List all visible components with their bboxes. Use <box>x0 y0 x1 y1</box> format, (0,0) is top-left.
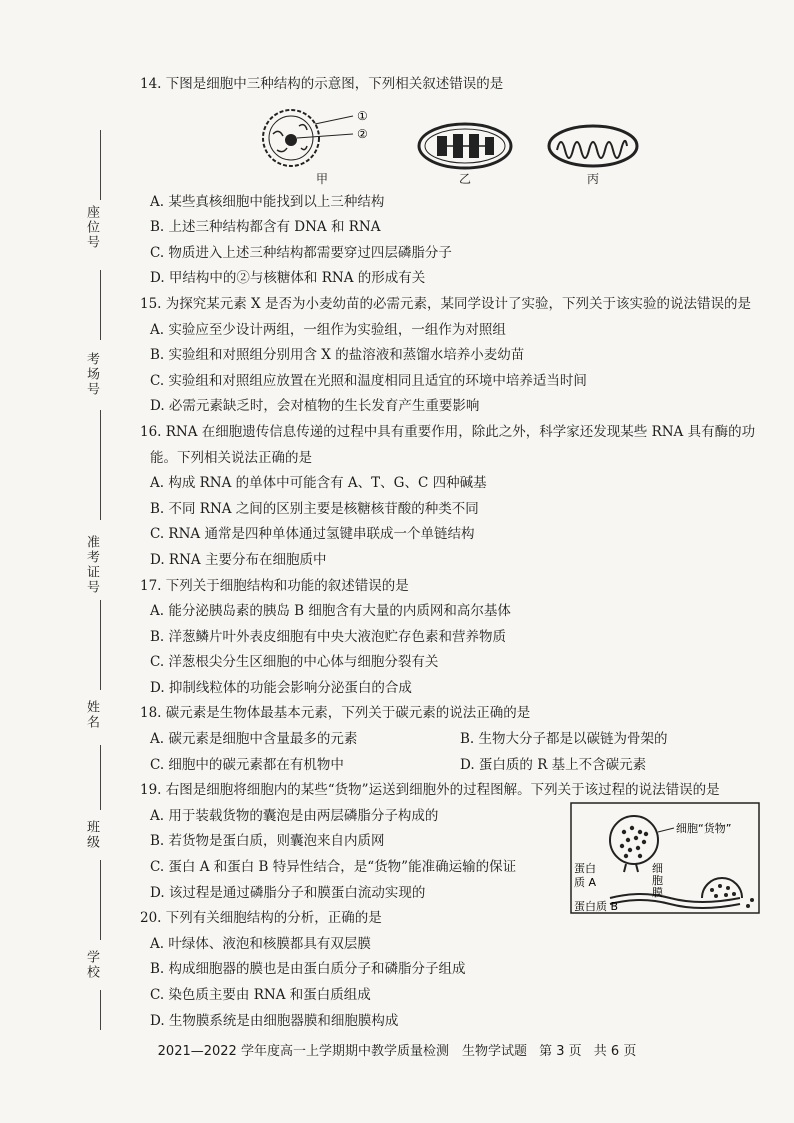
option-a: A. 叶绿体、液泡和核膜都具有双层膜 <box>150 935 371 952</box>
option-a: A. 能分泌胰岛素的胰岛 B 细胞含有大量的内质网和高尔基体 <box>150 603 511 620</box>
figure-jia <box>257 104 387 186</box>
seat-number-label: 座位号 <box>84 205 99 250</box>
name-label: 姓名 <box>84 700 99 730</box>
option-d: D. 蛋白质的 R 基上不含碳元素 <box>460 756 647 773</box>
chloroplast-diagram <box>415 120 515 172</box>
binding-line <box>100 860 101 940</box>
question-15 <box>140 292 760 420</box>
question-stem: 17. 下列关于细胞结构和功能的叙述错误的是 <box>140 577 409 594</box>
option-c: C. 染色质主要由 RNA 和蛋白质组成 <box>150 987 371 1003</box>
figure-yi <box>415 120 515 186</box>
question-stem: 19. 右图是细胞将细胞内的某些“货物”运送到细胞外的过程图解。下列关于该过程的说法错误的是 <box>140 782 720 799</box>
membrane-label-3: 膜 <box>652 886 663 900</box>
options-row <box>140 753 760 779</box>
exam-room-label: 考场号 <box>84 352 99 397</box>
exam-title: 2021—2022 学年度高一上学期期中教学质量检测 生物学试题 <box>157 1044 527 1059</box>
option-b: B. 若货物是蛋白质，则囊泡来自内质网 <box>150 833 385 850</box>
protein-a-label-2: 质 A <box>574 876 597 890</box>
option-d: D. 抑制线粒体的功能会影响分泌蛋白的合成 <box>150 679 412 696</box>
question-stem: 20. 下列有关细胞结构的分析，正确的是 <box>140 910 382 927</box>
cargo-label: 细胞“货物” <box>676 822 732 836</box>
option-b: B. 实验组和对照组分别用含 X 的盐溶液和蒸馏水培养小麦幼苗 <box>150 347 525 364</box>
option-d: D. 生物膜系统是由细胞器膜和细胞膜构成 <box>150 1012 399 1029</box>
binding-line <box>100 990 101 1030</box>
question-18 <box>140 701 760 778</box>
question-14 <box>140 72 760 292</box>
option-b: B. 生物大分子都是以碳链为骨架的 <box>460 731 668 748</box>
question-17 <box>140 574 760 702</box>
option-b: B. 洋葱鳞片叶外表皮细胞有中央大液泡贮存色素和营养物质 <box>150 628 507 645</box>
page-total: 共 6 页 <box>593 1044 637 1059</box>
binding-line <box>100 410 101 520</box>
mitochondrion-diagram <box>543 120 643 172</box>
class-label: 班级 <box>84 820 99 850</box>
cell-structures-figure <box>140 100 760 186</box>
option-b: B. 构成细胞器的膜也是由蛋白质分子和磷脂分子组成 <box>150 961 466 978</box>
figure-label: 丙 <box>586 171 599 186</box>
question-16 <box>140 420 760 574</box>
nucleus-diagram <box>257 104 387 172</box>
binding-line <box>100 270 101 340</box>
question-stem: 16. RNA 在细胞遗传信息传递的过程中具有重要作用，除此之外，科学家还发现某些 RNA 具有酶的功 <box>140 423 756 440</box>
option-a: A. 用于装载货物的囊泡是由两层磷脂分子构成的 <box>150 807 439 824</box>
question-stem: 18. 碳元素是生物体最基本元素，下列关于碳元素的说法正确的是 <box>140 705 531 722</box>
options-row <box>140 727 760 753</box>
option-c: C. 蛋白 A 和蛋白 B 特异性结合，是“货物”能准确运输的保证 <box>150 859 517 876</box>
option-d: D. 必需元素缺乏时，会对植物的生长发育产生重要影响 <box>150 398 480 415</box>
marker-1: ① <box>357 108 368 123</box>
admission-number-label: 准考证号 <box>84 535 99 595</box>
option-a: A. 碳元素是细胞中含量最多的元素 <box>150 731 358 748</box>
protein-a-label: 蛋白 <box>574 862 596 876</box>
option-c: C. 洋葱根尖分生区细胞的中心体与细胞分裂有关 <box>150 654 439 671</box>
binding-line <box>100 600 101 690</box>
figure-bing <box>543 120 643 186</box>
question-19 <box>140 778 760 914</box>
option-c: C. RNA 通常是四种单体通过氢键串联成一个单链结构 <box>150 526 475 543</box>
exam-content <box>140 72 760 1034</box>
option-d: D. 该过程是通过磷脂分子和膜蛋白流动实现的 <box>150 884 426 901</box>
figure-label: 乙 <box>458 171 471 186</box>
page-number: 第 3 页 <box>539 1044 582 1059</box>
membrane-label-2: 胞 <box>652 874 663 888</box>
nucleolus <box>285 134 297 146</box>
option-b: B. 上述三种结构都含有 DNA 和 RNA <box>150 219 381 236</box>
option-a: A. 构成 RNA 的单体中可能含有 A、T、G、C 四种碱基 <box>150 475 487 492</box>
option-b: B. 不同 RNA 之间的区别主要是核糖核苷酸的种类不同 <box>150 500 479 517</box>
option-a: A. 实验应至少设计两组，一组作为实验组，一组作为对照组 <box>150 321 506 338</box>
figure-label: 甲 <box>315 171 328 186</box>
option-d: D. 甲结构中的②与核糖体和 RNA 的形成有关 <box>150 270 426 287</box>
binding-line <box>100 745 101 810</box>
membrane-label-1: 细 <box>652 862 663 876</box>
option-a: A. 某些真核细胞中能找到以上三种结构 <box>150 193 385 210</box>
option-c: C. 物质进入上述三种结构都需要穿过四层磷脂分子 <box>150 244 452 261</box>
option-c: C. 细胞中的碳元素都在有机物中 <box>150 756 344 773</box>
option-d: D. RNA 主要分布在细胞质中 <box>150 551 327 568</box>
binding-line <box>100 130 101 200</box>
question-stem-continued: 能。下列相关说法正确的是 <box>150 449 312 466</box>
option-c: C. 实验组和对照组应放置在光照和温度相同且适宜的环境中培养适当时间 <box>150 372 587 389</box>
vesicle-transport-figure <box>570 802 760 914</box>
question-stem: 15. 为探究某元素 X 是否为小麦幼苗的必需元素，某同学设计了实验，下列关于该实验的说法错误的是 <box>140 295 751 312</box>
question-stem: 14. 下图是细胞中三种结构的示意图，下列相关叙述错误的是 <box>140 76 504 92</box>
question-20 <box>140 906 760 1034</box>
marker-2: ② <box>357 126 368 141</box>
school-label: 学校 <box>84 950 99 980</box>
protein-b-label: 蛋白质 B <box>574 900 619 914</box>
page-footer <box>0 1040 794 1059</box>
